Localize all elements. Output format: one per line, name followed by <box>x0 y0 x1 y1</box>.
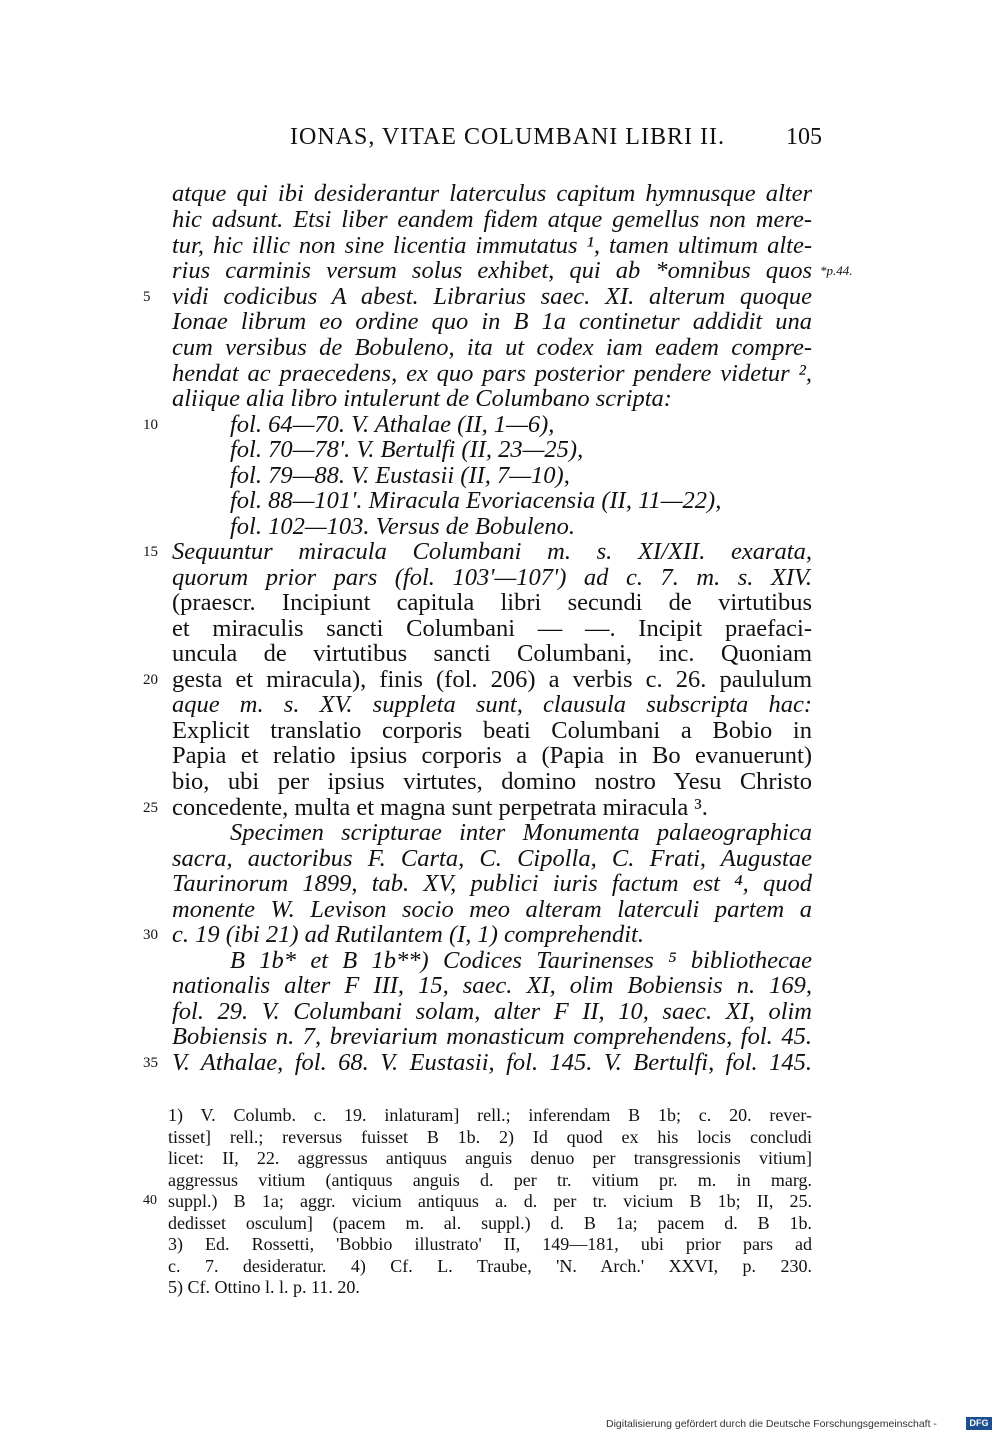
line-number: 25 <box>143 800 158 816</box>
body-line: aque m. s. XV. suppleta sunt, clausula subscripta hac: <box>172 691 812 718</box>
line-number: 15 <box>143 544 158 560</box>
body-line: Specimen scripturae inter Monumenta palaeographica <box>230 819 812 846</box>
body-line: bio, ubi per ipsius virtutes, domino nostro Yesu Christo <box>172 768 812 795</box>
digitization-credit: Digitalisierung gefördert durch die Deutsche Forschungsgemeinschaft - <box>606 1418 937 1430</box>
running-title: IONAS, VITAE COLUMBANI LIBRI II. <box>290 124 725 150</box>
body-line: (praescr. Incipiunt capitula libri secundi de virtutibus <box>172 589 812 616</box>
contents-line: fol. 70—78'. V. Bertulfi (II, 23—25), <box>230 436 584 463</box>
contents-line: fol. 64—70. V. Athalae (II, 1—6), <box>230 411 555 438</box>
footnote-line: 3) Ed. Rossetti, 'Bobbio illustrato' II, 149—181, ubi prior pars ad <box>168 1234 812 1254</box>
page-number: 105 <box>786 124 822 150</box>
body-line: fol. 29. V. Columbani solam, alter F II, 10, saec. XI, olim <box>172 998 812 1025</box>
footnote-line-number: 40 <box>143 1193 157 1208</box>
body-line: aliique alia libro intulerunt de Columbano scripta: <box>172 385 672 412</box>
line-number: 20 <box>143 672 158 688</box>
dfg-logo: DFG <box>966 1417 992 1430</box>
footnote-line: 1) V. Columb. c. 19. inlaturam] rell.; inferendam B 1b; c. 20. rever- <box>168 1105 812 1125</box>
body-line: gesta et miracula), finis (fol. 206) a verbis c. 26. paululum <box>172 666 812 693</box>
body-line: Bobiensis n. 7, breviarium monasticum comprehendens, fol. 45. <box>172 1023 812 1050</box>
footnote-line: licet: II, 22. aggressus antiquus anguis denuo per transgressionis vitium] <box>168 1148 812 1168</box>
body-line: Taurinorum 1899, tab. XV, publici iuris factum est ⁴, quod <box>172 870 812 897</box>
line-number: 10 <box>143 417 158 433</box>
footnote-line: suppl.) B 1a; aggr. vicium antiquus a. d. per tr. vicium B 1b; II, 25. <box>168 1191 812 1211</box>
body-line: atque qui ibi desiderantur laterculus capitum hymnusque alter <box>172 180 812 207</box>
body-line: tur, hic illic non sine licentia immutatus ¹, tamen ultimum alte- <box>172 232 812 259</box>
line-number: 30 <box>143 927 158 943</box>
body-line: monente W. Levison socio meo alteram laterculi partem a <box>172 896 812 923</box>
body-line: nationalis alter F III, 15, saec. XI, olim Bobiensis n. 169, <box>172 972 812 999</box>
footnote-line: aggressus vitium (antiquus anguis d. per tr. vitium pr. m. in marg. <box>168 1170 812 1190</box>
body-line: quorum prior pars (fol. 103'—107') ad c. 7. m. s. XIV. <box>172 564 812 591</box>
body-line: et miraculis sancti Columbani — —. Incipit praefaci- <box>172 615 812 642</box>
body-line: uncula de virtutibus sancti Columbani, inc. Quoniam <box>172 640 812 667</box>
body-line: c. 19 (ibi 21) ad Rutilantem (I, 1) comprehendit. <box>172 921 644 948</box>
body-line: rius carminis versum solus exhibet, qui ab *omnibus quos <box>172 257 812 284</box>
body-line: B 1b* et B 1b**) Codices Taurinenses ⁵ bibliothecae <box>230 947 812 974</box>
line-number: 35 <box>143 1055 158 1071</box>
body-line: Sequuntur miracula Columbani m. s. XI/XII. exarata, <box>172 538 812 565</box>
footnote-line: 5) Cf. Ottino l. l. p. 11. 20. <box>168 1277 360 1297</box>
running-header <box>0 124 1000 154</box>
footnote-line: tisset] rell.; reversus fuisset B 1b. 2) Id quod ex his locis concludi <box>168 1127 812 1147</box>
body-line: concedente, multa et magna sunt perpetrata miracula ³. <box>172 794 708 821</box>
body-line: V. Athalae, fol. 68. V. Eustasii, fol. 145. V. Bertulfi, fol. 145. <box>172 1049 812 1076</box>
margin-page-reference: *p.44. <box>820 263 853 278</box>
body-line: Ionae librum eo ordine quo in B 1a continetur addidit una <box>172 308 812 335</box>
contents-line: fol. 88—101'. Miracula Evoriacensia (II, 11—22), <box>230 487 722 514</box>
body-line: sacra, auctoribus F. Carta, C. Cipolla, C. Frati, Augustae <box>172 845 812 872</box>
contents-line: fol. 79—88. V. Eustasii (II, 7—10), <box>230 462 570 489</box>
body-line: Papia et relatio ipsius corporis a (Papia in Bo evanuerunt) <box>172 742 812 769</box>
footnote-line: c. 7. desideratur. 4) Cf. L. Traube, 'N. Arch.' XXVI, p. 230. <box>168 1256 812 1276</box>
body-line: cum versibus de Bobuleno, ita ut codex iam eadem compre- <box>172 334 812 361</box>
line-number: 5 <box>143 289 151 305</box>
body-line: Explicit translatio corporis beati Columbani a Bobio in <box>172 717 812 744</box>
body-line: hic adsunt. Etsi liber eandem fidem atque gemellus non mere- <box>172 206 812 233</box>
footnote-line: dedisset osculum] (pacem m. al. suppl.) d. B 1a; pacem d. B 1b. <box>168 1213 812 1233</box>
body-line: hendat ac praecedens, ex quo pars posterior pendere videtur ², <box>172 360 812 387</box>
contents-line: fol. 102—103. Versus de Bobuleno. <box>230 513 576 540</box>
body-line: vidi codicibus A abest. Librarius saec. XI. alterum quoque <box>172 283 812 310</box>
